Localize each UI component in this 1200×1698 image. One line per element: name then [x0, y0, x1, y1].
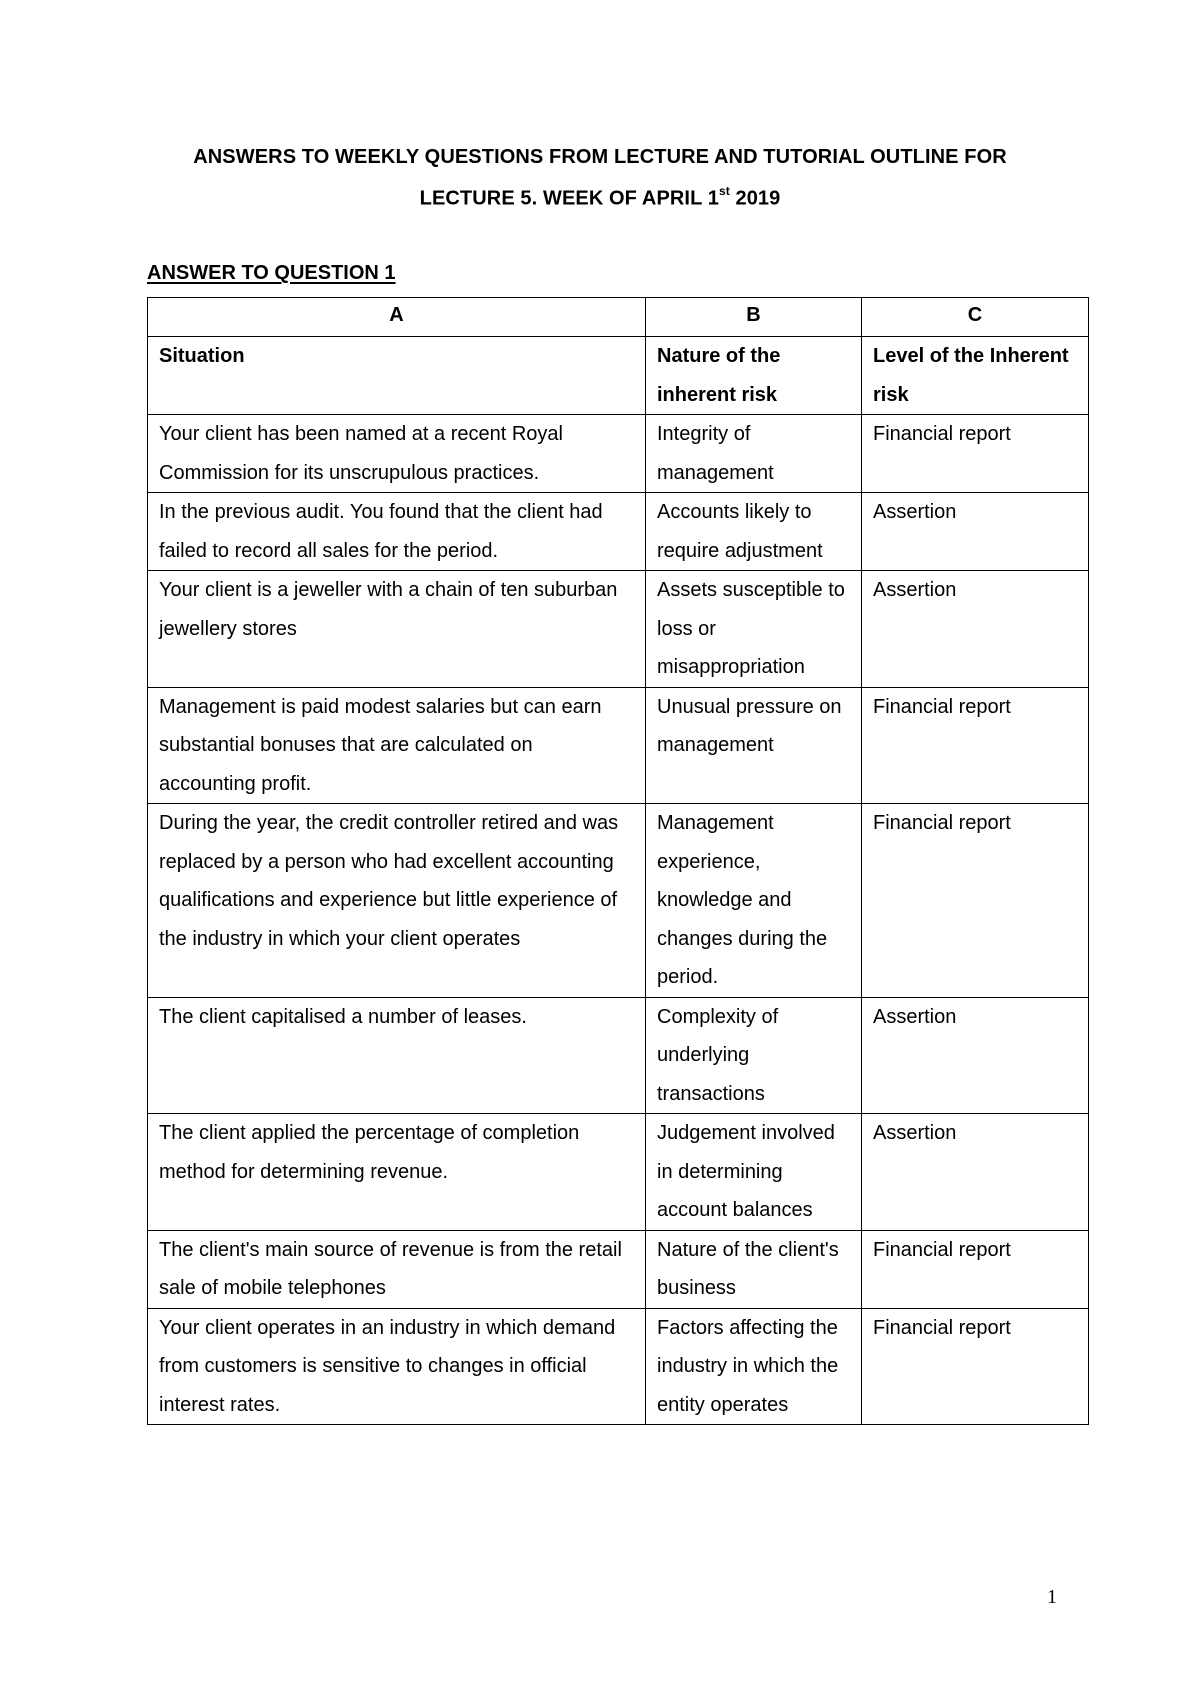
title-line-2-text: LECTURE 5. WEEK OF APRIL 1 [419, 187, 719, 210]
section-heading: ANSWER TO QUESTION 1 [147, 262, 396, 284]
column-letter-a: A [148, 298, 646, 337]
level-cell: Assertion [862, 1114, 1089, 1231]
table-row [148, 415, 1089, 493]
level-cell: Financial report [862, 1308, 1089, 1425]
table-row [148, 997, 1089, 1114]
level-cell: Financial report [862, 687, 1089, 804]
situation-cell: Your client has been named at a recent Royal Commission for its unscrupulous practices. [148, 415, 646, 493]
nature-cell: Integrity of management [646, 415, 862, 493]
table-row [148, 493, 1089, 571]
column-letter-row [148, 298, 1089, 337]
title-superscript: st [718, 184, 730, 198]
column-letter-c: C [862, 298, 1089, 337]
nature-cell: Complexity of underlying transactions [646, 997, 862, 1114]
page-number: 1 [1047, 1586, 1057, 1608]
level-cell: Assertion [862, 493, 1089, 571]
header-nature-of-risk: Nature of the inherent risk [646, 337, 862, 415]
table-row [148, 1114, 1089, 1231]
header-situation: Situation [148, 337, 646, 415]
nature-cell: Judgement involved in determining account balances [646, 1114, 862, 1231]
table-row [148, 687, 1089, 804]
table-row [148, 1230, 1089, 1308]
nature-cell: Management experience, knowledge and changes during the period. [646, 804, 862, 998]
situation-cell: Your client is a jeweller with a chain of ten suburban jewellery stores [148, 571, 646, 688]
level-cell: Financial report [862, 1230, 1089, 1308]
level-cell: Financial report [862, 804, 1089, 998]
title-year: 2019 [729, 187, 781, 210]
situation-cell: In the previous audit. You found that the client had failed to record all sales for the period. [148, 493, 646, 571]
nature-cell: Accounts likely to require adjustment [646, 493, 862, 571]
header-level-of-risk: Level of the Inherent risk [862, 337, 1089, 415]
table-header-row [148, 337, 1089, 415]
situation-cell: Your client operates in an industry in which demand from customers is sensitive to changes in official interest rates. [148, 1308, 646, 1425]
situation-cell: The client's main source of revenue is from the retail sale of mobile telephones [148, 1230, 646, 1308]
table-row [148, 804, 1089, 998]
level-cell: Assertion [862, 571, 1089, 688]
situation-cell: The client capitalised a number of leases. [148, 997, 646, 1114]
nature-cell: Nature of the client's business [646, 1230, 862, 1308]
column-letter-b: B [646, 298, 862, 337]
table-row [148, 571, 1089, 688]
situation-cell: Management is paid modest salaries but can earn substantial bonuses that are calculated on accounting profit. [148, 687, 646, 804]
inherent-risk-table [147, 297, 1089, 1425]
level-cell: Assertion [862, 997, 1089, 1114]
situation-cell: During the year, the credit controller retired and was replaced by a person who had excellent accounting qualifications and experience but little experience of the industry in which your client operates [148, 804, 646, 998]
level-cell: Financial report [862, 415, 1089, 493]
nature-cell: Assets susceptible to loss or misappropriation [646, 571, 862, 688]
document-title-line-2 [0, 186, 1200, 211]
situation-cell: The client applied the percentage of completion method for determining revenue. [148, 1114, 646, 1231]
nature-cell: Unusual pressure on management [646, 687, 862, 804]
nature-cell: Factors affecting the industry in which the entity operates [646, 1308, 862, 1425]
document-title-line-1: ANSWERS TO WEEKLY QUESTIONS FROM LECTURE AND TUTORIAL OUTLINE FOR [193, 146, 1007, 168]
table-row [148, 1308, 1089, 1425]
